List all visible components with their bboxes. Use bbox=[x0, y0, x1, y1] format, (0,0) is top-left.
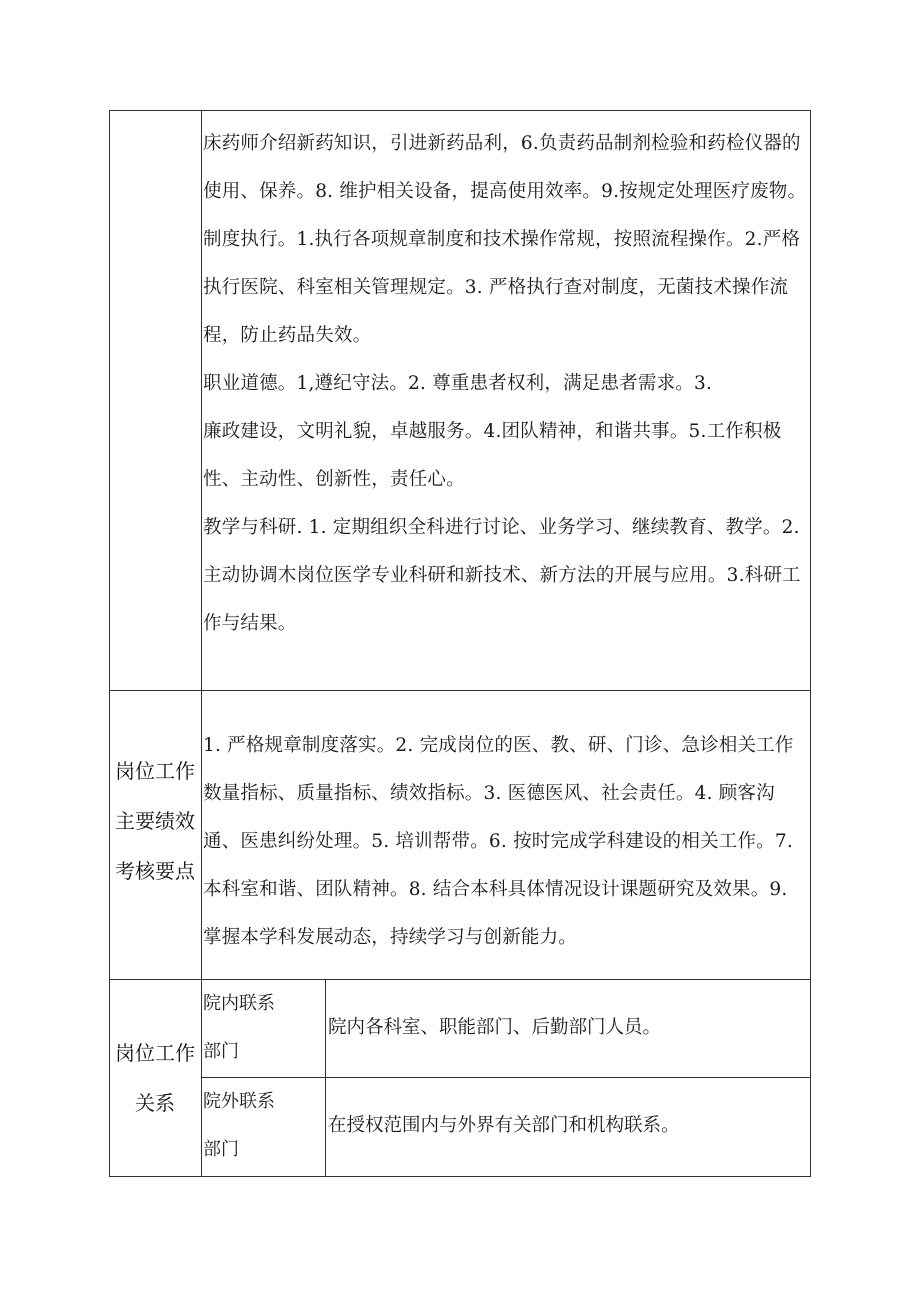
table-border-inner bbox=[201, 1077, 811, 1078]
table-border-right bbox=[810, 110, 811, 1177]
relation-type-internal: 院内联系部门 bbox=[203, 993, 275, 1062]
duties-paragraph: 廉政建设，文明礼貌，卓越服务。4.团队精神，和谐共事。5.工作积极性、主动性、创新性，责任心。 bbox=[203, 421, 782, 490]
table-divider-label-col bbox=[201, 110, 202, 1177]
performance-content: 1. 严格规章制度落实。2. 完成岗位的医、教、研、门诊、急诊相关工作数量指标、质量指标、绩效指标。3. 医德医风、社会责任。4. 顾客沟通、医患纠纷处理。5. 培训帮带。6. 按时完成学科建设的相关工作。7.本科室和谐、团队精神。8. 结合本科具体情况设计课题研究及效果。9. 掌握本学科发展动态，持续学习与创新能力。 bbox=[203, 735, 794, 948]
duties-paragraph: 教学与科研. 1. 定期组织全科进行讨论、业务学习、继续教育、教学。2.主动协调木岗位医学专业科研和新技术、新方法的开展与应用。3.科研工作与结果。 bbox=[203, 517, 801, 634]
table-divider-subcol bbox=[325, 979, 326, 1177]
duties-paragraph: 制度执行。1.执行各项规章制度和技术操作常规，按照流程操作。2.严格执行医院、科室相关管理规定。3. 严格执行查对制度，无菌技术操作流程，防止药品失效。 bbox=[203, 229, 801, 346]
duties-paragraph: 职业道德。1,遵纪守法。2. 尊重患者权利，满足患者需求。3. bbox=[203, 373, 713, 394]
table-border-left bbox=[109, 110, 110, 1177]
relation-description-internal: 院内各科室、职能部门、后勤部门人员。 bbox=[328, 1017, 662, 1038]
relations-label: 岗位工作关系 bbox=[115, 1041, 195, 1115]
table-border-mid-1 bbox=[109, 690, 811, 691]
duties-paragraph: 床药师介绍新药知识，引进新药品利，6.负责药品制剂检验和药检仪器的使用、保养。8. 维护相关设备，提高使用效率。9.按规定处理医疗废物。 bbox=[203, 133, 807, 202]
table-border-top bbox=[109, 110, 811, 111]
relation-description-external: 在授权范围内与外界有关部门和机构联系。 bbox=[328, 1115, 680, 1136]
duties-content bbox=[203, 120, 807, 648]
table-border-bottom bbox=[109, 1176, 811, 1177]
relation-type-external: 院外联系部门 bbox=[203, 1091, 275, 1160]
performance-label: 岗位工作主要绩效考核要点 bbox=[115, 759, 195, 883]
